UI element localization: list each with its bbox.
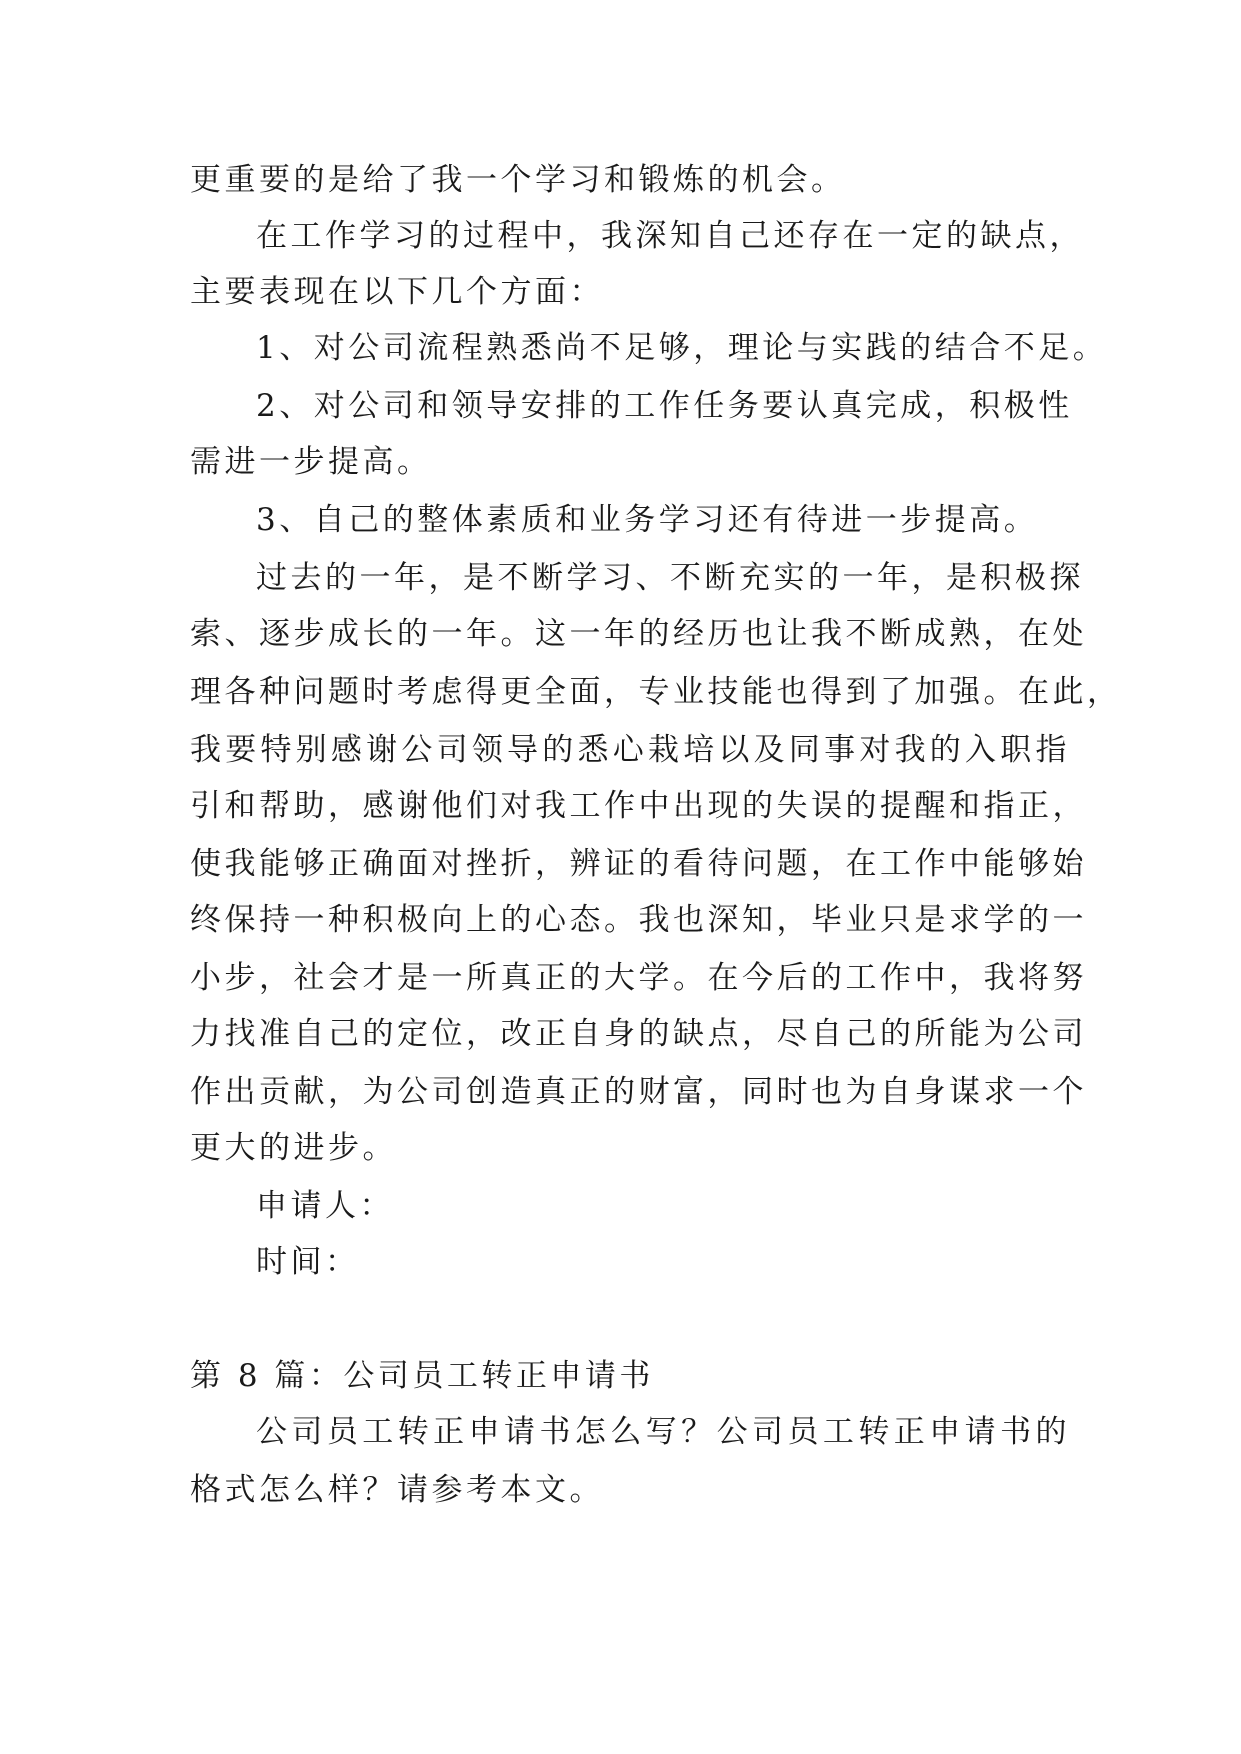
paragraph-line: 引和帮助，感谢他们对我工作中出现的失误的提醒和指正， bbox=[190, 788, 1087, 824]
paragraph-line: 作出贡献，为公司创造真正的财富，同时也为自身谋求一个 bbox=[190, 1074, 1087, 1110]
paragraph-line: 力找准自己的定位，改正自身的缺点，尽自己的所能为公司 bbox=[190, 1016, 1087, 1052]
list-item: 1、对公司流程熟悉尚不足够，理论与实践的结合不足。 bbox=[256, 330, 1108, 366]
paragraph-line: 公司员工转正申请书怎么写？公司员工转正申请书的 bbox=[256, 1414, 1070, 1450]
list-item: 3、自己的整体素质和业务学习还有待进一步提高。 bbox=[256, 502, 1039, 538]
paragraph-line: 需进一步提高。 bbox=[190, 444, 432, 480]
paragraph-line: 格式怎么样？请参考本文。 bbox=[190, 1472, 604, 1508]
paragraph-line: 我要特别感谢公司领导的悉心栽培以及同事对我的入职指 bbox=[190, 732, 1070, 768]
paragraph-line: 索、逐步成长的一年。这一年的经历也让我不断成熟，在处 bbox=[190, 616, 1087, 652]
paragraph-line: 更重要的是给了我一个学习和锻炼的机会。 bbox=[190, 162, 846, 198]
list-item: 2、对公司和领导安排的工作任务要认真完成，积极性 bbox=[256, 388, 1073, 424]
applicant-label: 申请人： bbox=[256, 1188, 394, 1224]
paragraph-line: 理各种问题时考虑得更全面，专业技能也得到了加强。在此， bbox=[190, 674, 1122, 710]
paragraph-line: 过去的一年，是不断学习、不断充实的一年，是积极探 bbox=[256, 560, 1084, 596]
paragraph-line: 小步，社会才是一所真正的大学。在今后的工作中，我将努 bbox=[190, 960, 1087, 996]
paragraph-line: 主要表现在以下几个方面： bbox=[190, 274, 604, 310]
paragraph-line: 更大的进步。 bbox=[190, 1130, 397, 1166]
paragraph-line: 终保持一种积极向上的心态。我也深知，毕业只是求学的一 bbox=[190, 902, 1087, 938]
date-label: 时间： bbox=[256, 1244, 360, 1280]
paragraph-line: 在工作学习的过程中，我深知自己还存在一定的缺点， bbox=[256, 218, 1084, 254]
section-heading: 第 8 篇：公司员工转正申请书 bbox=[190, 1358, 654, 1394]
paragraph-line: 使我能够正确面对挫折，辨证的看待问题，在工作中能够始 bbox=[190, 846, 1087, 882]
